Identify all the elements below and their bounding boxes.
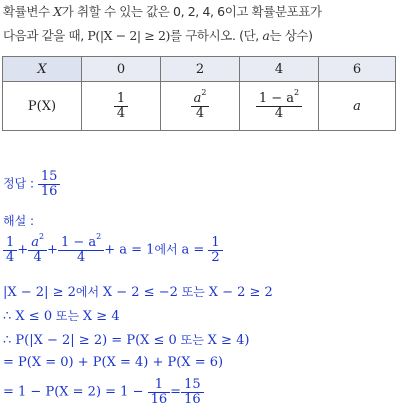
- exponent: 2: [38, 232, 45, 241]
- connector-text: 에서: [154, 242, 182, 257]
- inequality: |X − 2| ≥ 2: [3, 285, 76, 300]
- variable-a: a: [31, 235, 39, 250]
- probability-distribution-table: [2, 56, 396, 131]
- connector-text: 또는: [177, 285, 209, 299]
- inequality: X − 2 ≤ −2: [102, 285, 178, 300]
- probability-expression: = 1 − P(X = 2) = 1 −: [3, 384, 144, 400]
- fraction-denominator: 2: [211, 249, 220, 265]
- connector-text: 에서: [75, 285, 103, 299]
- fraction-numerator: 1: [3, 236, 17, 251]
- table-header-row: [3, 57, 396, 82]
- solution-step-1: [3, 232, 223, 265]
- exponent: 2: [294, 87, 300, 97]
- question-line-2: [3, 26, 313, 44]
- question-text: 확률변수: [3, 4, 54, 19]
- inequality: X ≥ 4: [82, 309, 120, 324]
- fraction-numerator: [191, 87, 210, 107]
- fraction-numerator: 15: [181, 378, 204, 393]
- header-cell: 2: [161, 57, 240, 82]
- fraction-numerator: 1: [114, 92, 128, 107]
- row-label-px: P(X): [3, 82, 82, 131]
- solution-label: 해설 :: [3, 214, 35, 228]
- fraction-denominator: 16: [40, 183, 58, 199]
- solution-step-2: [3, 283, 273, 300]
- fraction-denominator: 16: [150, 391, 168, 407]
- solution-step-6: [3, 378, 204, 406]
- variable-a: a: [262, 28, 270, 43]
- question-line-1: [3, 2, 322, 20]
- table-cell: [82, 82, 161, 131]
- table-cell: [240, 82, 319, 131]
- header-cell: 6: [319, 57, 396, 82]
- probability-expression: P(|X − 2| ≥ 2): [87, 28, 170, 43]
- solution-step-4: [3, 331, 249, 348]
- probability-expression: X ≥ 4): [207, 333, 250, 348]
- question-text: 는 상수): [269, 28, 313, 43]
- header-cell: 0: [82, 57, 161, 82]
- exponent: 2: [201, 87, 207, 97]
- operator: =: [170, 384, 182, 400]
- fraction-numerator: 1: [208, 236, 222, 251]
- question-text: 를 구하시오. (단,: [170, 28, 263, 43]
- question-text: 가 취할 수 있는 값은 0, 2, 4, 6이고 확률분포표가: [61, 4, 322, 19]
- fraction-denominator: 4: [195, 105, 205, 121]
- solution-step-3: [3, 307, 120, 324]
- exponent: 2: [96, 232, 102, 241]
- operator: +: [47, 242, 58, 258]
- fraction-numerator: 1: [148, 378, 171, 393]
- inequality: X − 2 ≥ 2: [208, 285, 273, 300]
- header-cell-x: X: [3, 57, 82, 82]
- table-cell: [161, 82, 240, 131]
- fraction-denominator: 4: [274, 105, 284, 121]
- variable-a: a: [193, 90, 202, 106]
- fraction-denominator: 16: [184, 391, 201, 407]
- solution-step-5: = P(X = 0) + P(X = 4) + P(X = 6): [3, 355, 224, 370]
- answer-line: [3, 170, 60, 198]
- fraction-denominator: 4: [33, 249, 42, 265]
- numerator-expression: 1 − a: [258, 90, 295, 106]
- fraction-numerator: [28, 232, 47, 251]
- equation-tail: + a = 1: [104, 242, 155, 258]
- result-expression: a =: [181, 242, 205, 258]
- operator: +: [17, 242, 29, 258]
- question-text: 다음과 같을 때,: [3, 28, 88, 43]
- probability-expression: ∴ P(|X − 2| ≥ 2) = P(X ≤ 0: [3, 333, 177, 348]
- table-cell: a: [319, 82, 396, 131]
- fraction-numerator: [256, 87, 302, 107]
- fraction-denominator: 4: [116, 105, 126, 121]
- header-cell: 4: [240, 57, 319, 82]
- answer-label: 정답 :: [3, 176, 38, 191]
- numerator-expression: 1 − a: [60, 235, 97, 250]
- fraction-numerator: [58, 232, 104, 251]
- fraction-denominator: 4: [6, 249, 15, 265]
- connector-text: 또는: [52, 309, 83, 323]
- fraction-numerator: 15: [38, 170, 61, 185]
- inequality: ∴ X ≤ 0: [3, 309, 53, 324]
- connector-text: 또는: [176, 333, 208, 347]
- variable-x: X: [53, 4, 62, 19]
- table-value-row: [3, 82, 396, 131]
- fraction-denominator: 4: [76, 249, 86, 265]
